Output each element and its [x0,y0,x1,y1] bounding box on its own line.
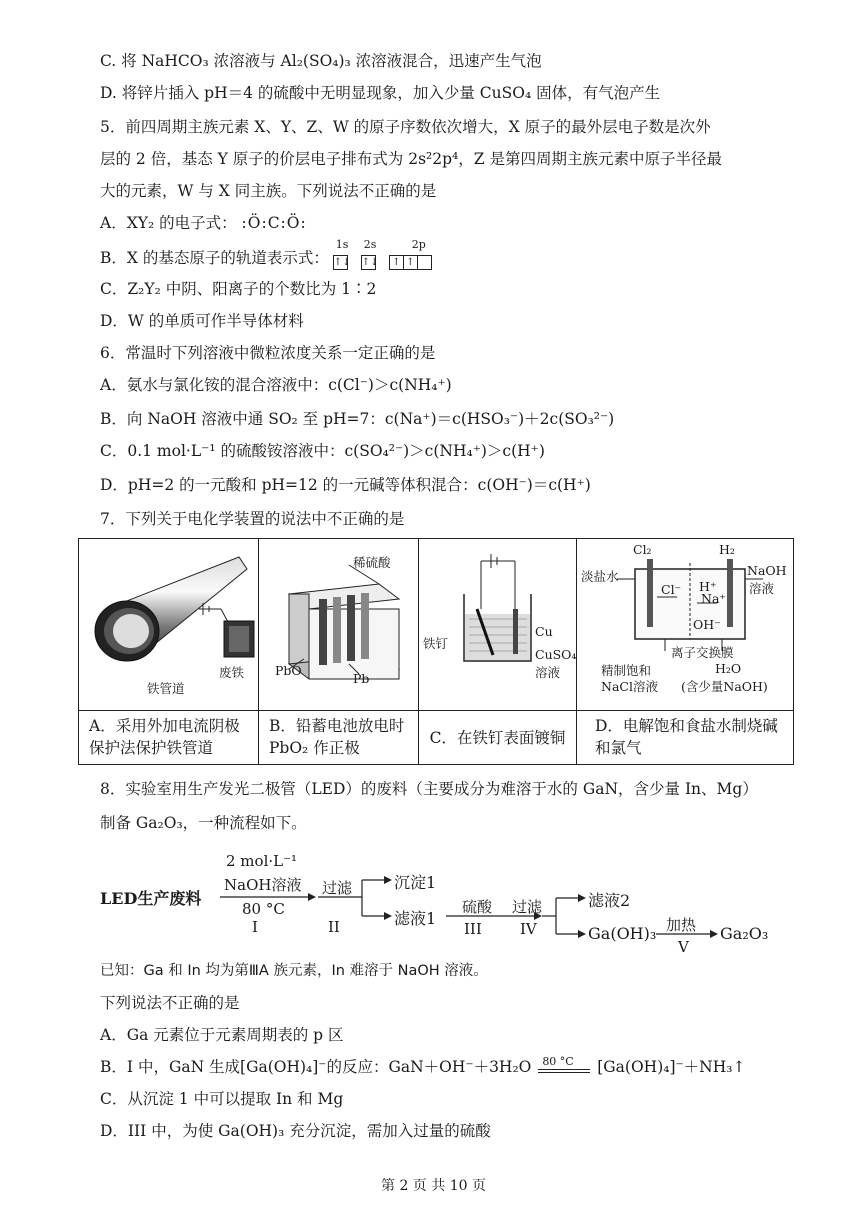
flow-precipitate1: 沉淀1 [394,873,437,892]
q8-stem-line1: 8．实验室用生产发光二极管（LED）的废料（主要成分为难溶于水的 GaN，含少量 In、Mg） [100,780,758,798]
q5-option-a [100,212,307,234]
q8-option-b-products: [Ga(OH)₄]⁻＋NH₃↑ [597,1058,746,1076]
q6-option-d: D．pH=2 的一元酸和 pH=12 的一元碱等体积混合：c(OH⁻)＝c(H⁺) [100,476,591,494]
q6-option-a: A．氨水与氯化铵的混合溶液中：c(Cl⁻)＞c(NH₄⁺) [100,376,452,394]
figure-d-label-cl2: Cl₂ [633,542,652,557]
q5-stem-line1: 5．前四周期主族元素 X、Y、Z、W 的原子序数依次增大，X 原子的最外层电子数是次外 [100,118,711,136]
q8-option-b [100,1056,745,1079]
q6-option-b: B．向 NaOH 溶液中通 SO₂ 至 pH=7：c(Na⁺)＝c(HSO₃⁻)＋2c(SO₃²⁻) [100,410,615,428]
figure-a-label-pipe: 铁管道 [147,681,185,696]
plating-drawing [419,539,577,711]
electron-formula: :Ö:C:Ö: [241,214,307,232]
flow-gaoh3: Ga(OH)₃ [588,924,657,943]
orbital-box-1s: ↑↓ [333,256,351,268]
figure-b-label-pb: Pb [353,671,370,686]
q8-known: 已知：Ga 和 In 均为第ⅢA 族元素，In 难溶于 NaOH 溶液。 [100,963,488,979]
q4-option-c: C. 将 NaHCO₃ 浓溶液与 Al₂(SO₄)₃ 浓溶液混合，迅速产生气泡 [100,52,542,70]
figure-d-label-nacl: NaCl溶液 [601,679,658,694]
figure-d-label-water: H₂O [715,661,742,676]
flow-op3-acid: 硫酸 [462,898,493,916]
flow-step5: V [678,938,689,956]
orbital-box-2p-2: ↑ [403,255,418,270]
flow-reagent1-temp: 80 °C [242,900,285,918]
q5-option-b [100,238,454,272]
flow-step3: III [464,920,482,938]
figure-d-label-membrane: 离子交换膜 [671,645,734,660]
flow-reagent1-conc: 2 mol·L⁻¹ [226,852,298,870]
figure-d-label-h-ion: H⁺ [699,579,717,594]
flow-op2-filter: 过滤 [322,879,353,897]
figure-d-label-with-naoh: (含少量NaOH) [681,679,768,694]
figure-d-label-oh-ion: OH⁻ [693,617,721,632]
figure-d-label-na-ion: Na⁺ [701,591,726,606]
orbital-diagram [333,238,454,272]
q8-stem-line2: 制备 Ga₂O₃，一种流程如下。 [100,814,307,832]
figure-a-caption: A．采用外加电流阴极保护法保护铁管道 [79,711,259,764]
orbital-label-2p: 2p [411,238,426,251]
figure-d-label-h2: H₂ [719,542,735,557]
q5-option-a-text: A．XY₂ 的电子式： [100,214,237,232]
flow-step4: IV [520,920,537,938]
flow-product: Ga₂O₃ [720,924,769,943]
flow-start: LED生产废料 [100,889,202,908]
figure-c-label-nail: 铁钉 [423,636,449,651]
battery-drawing [259,539,419,711]
q5-option-c: C．Z₂Y₂ 中阴、阳离子的个数比为 1∶2 [100,280,377,298]
flow-op5-heat: 加热 [666,916,697,934]
q8-option-d: D．III 中，为使 Ga(OH)₃ 充分沉淀，需加入过量的硫酸 [100,1122,491,1140]
flow-filtrate1: 滤液1 [394,909,437,928]
q4-option-d: D. 将锌片插入 pH＝4 的硫酸中无明显现象，加入少量 CuSO₄ 固体，有气泡产生 [100,84,661,102]
figure-c-label-cu: Cu [535,624,553,639]
q5-stem-line3: 大的元素，W 与 X 同主族。下列说法不正确的是 [100,182,437,200]
figure-d-label-naoh: NaOH [747,563,787,578]
q8-flowchart [100,850,780,960]
figure-c-plating [419,539,577,711]
orbital-label-1s: 1s [335,238,349,251]
q6-option-c: C．0.1 mol·L⁻¹ 的硫酸铵溶液中：c(SO₄²⁻)＞c(NH₄⁺)＞c(H⁺) [100,442,545,460]
figure-b-battery [259,539,419,711]
flow-step2: II [328,918,340,936]
figure-d-label-dilute-brine: 淡盐水 [581,569,619,584]
flow-step1: I [252,918,258,936]
figure-d-electrolysis [577,539,793,711]
q6-stem: 6．常温时下列溶液中微粒浓度关系一定正确的是 [100,344,436,362]
flow-filtrate2: 滤液2 [588,891,631,910]
orbital-label-2s: 2s [363,238,377,251]
figure-b-label-acid: 稀硫酸 [353,555,391,570]
figure-b-label-pbo: PbO [275,663,302,678]
q7-figure-table [78,538,794,765]
figure-d-label-cl-ion: Cl⁻ [661,582,682,597]
figure-d-label-solution: 溶液 [749,581,775,596]
figure-a-pipeline [79,539,259,711]
figure-b-caption: B．铅蓄电池放电时 PbO₂ 作正极 [259,711,419,764]
figure-c-label-cuso4: CuSO₄ [535,647,577,662]
figure-c-caption: C．在铁钉表面镀铜 [419,711,577,764]
q5-stem-line2: 层的 2 倍，基态 Y 原子的价层电子排布式为 2s²2p⁴，Z 是第四周期主族元素中原子半径最 [100,150,722,168]
orbital-box-2p-1: ↑ [389,255,404,270]
figure-c-label-solution: 溶液 [535,665,561,680]
flow-reagent1-naoh: NaOH溶液 [224,876,302,894]
q8-ask: 下列说法不正确的是 [100,994,240,1012]
orbital-box-2s: ↑↓ [361,256,379,268]
q8-option-c: C．从沉淀 1 中可以提取 In 和 Mg [100,1090,344,1108]
figure-d-label-saturated: 精制饱和 [601,663,652,678]
page-footer: 第 2 页 共 10 页 [381,1178,486,1194]
orbital-box-2p-3 [417,255,432,270]
reaction-condition: 80 °C [542,1055,574,1068]
q7-stem: 7．下列关于电化学装置的说法中不正确的是 [100,510,405,528]
figure-d-caption: D．电解饱和食盐水制烧碱和氯气 [595,717,778,757]
q8-option-a: A．Ga 元素位于元素周期表的 p 区 [100,1026,344,1044]
q5-option-d: D．W 的单质可作半导体材料 [100,312,304,330]
q8-option-b-text: B．I 中，GaN 生成[Ga(OH)₄]⁻的反应：GaN＋OH⁻＋3H₂O [100,1058,532,1076]
flow-op4-filter: 过滤 [512,898,543,916]
q5-option-b-text: B．X 的基态原子的轨道表示式： [100,249,329,267]
figure-a-label-scrap: 废铁 [219,665,245,680]
reaction-condition-arrow [536,1057,592,1079]
